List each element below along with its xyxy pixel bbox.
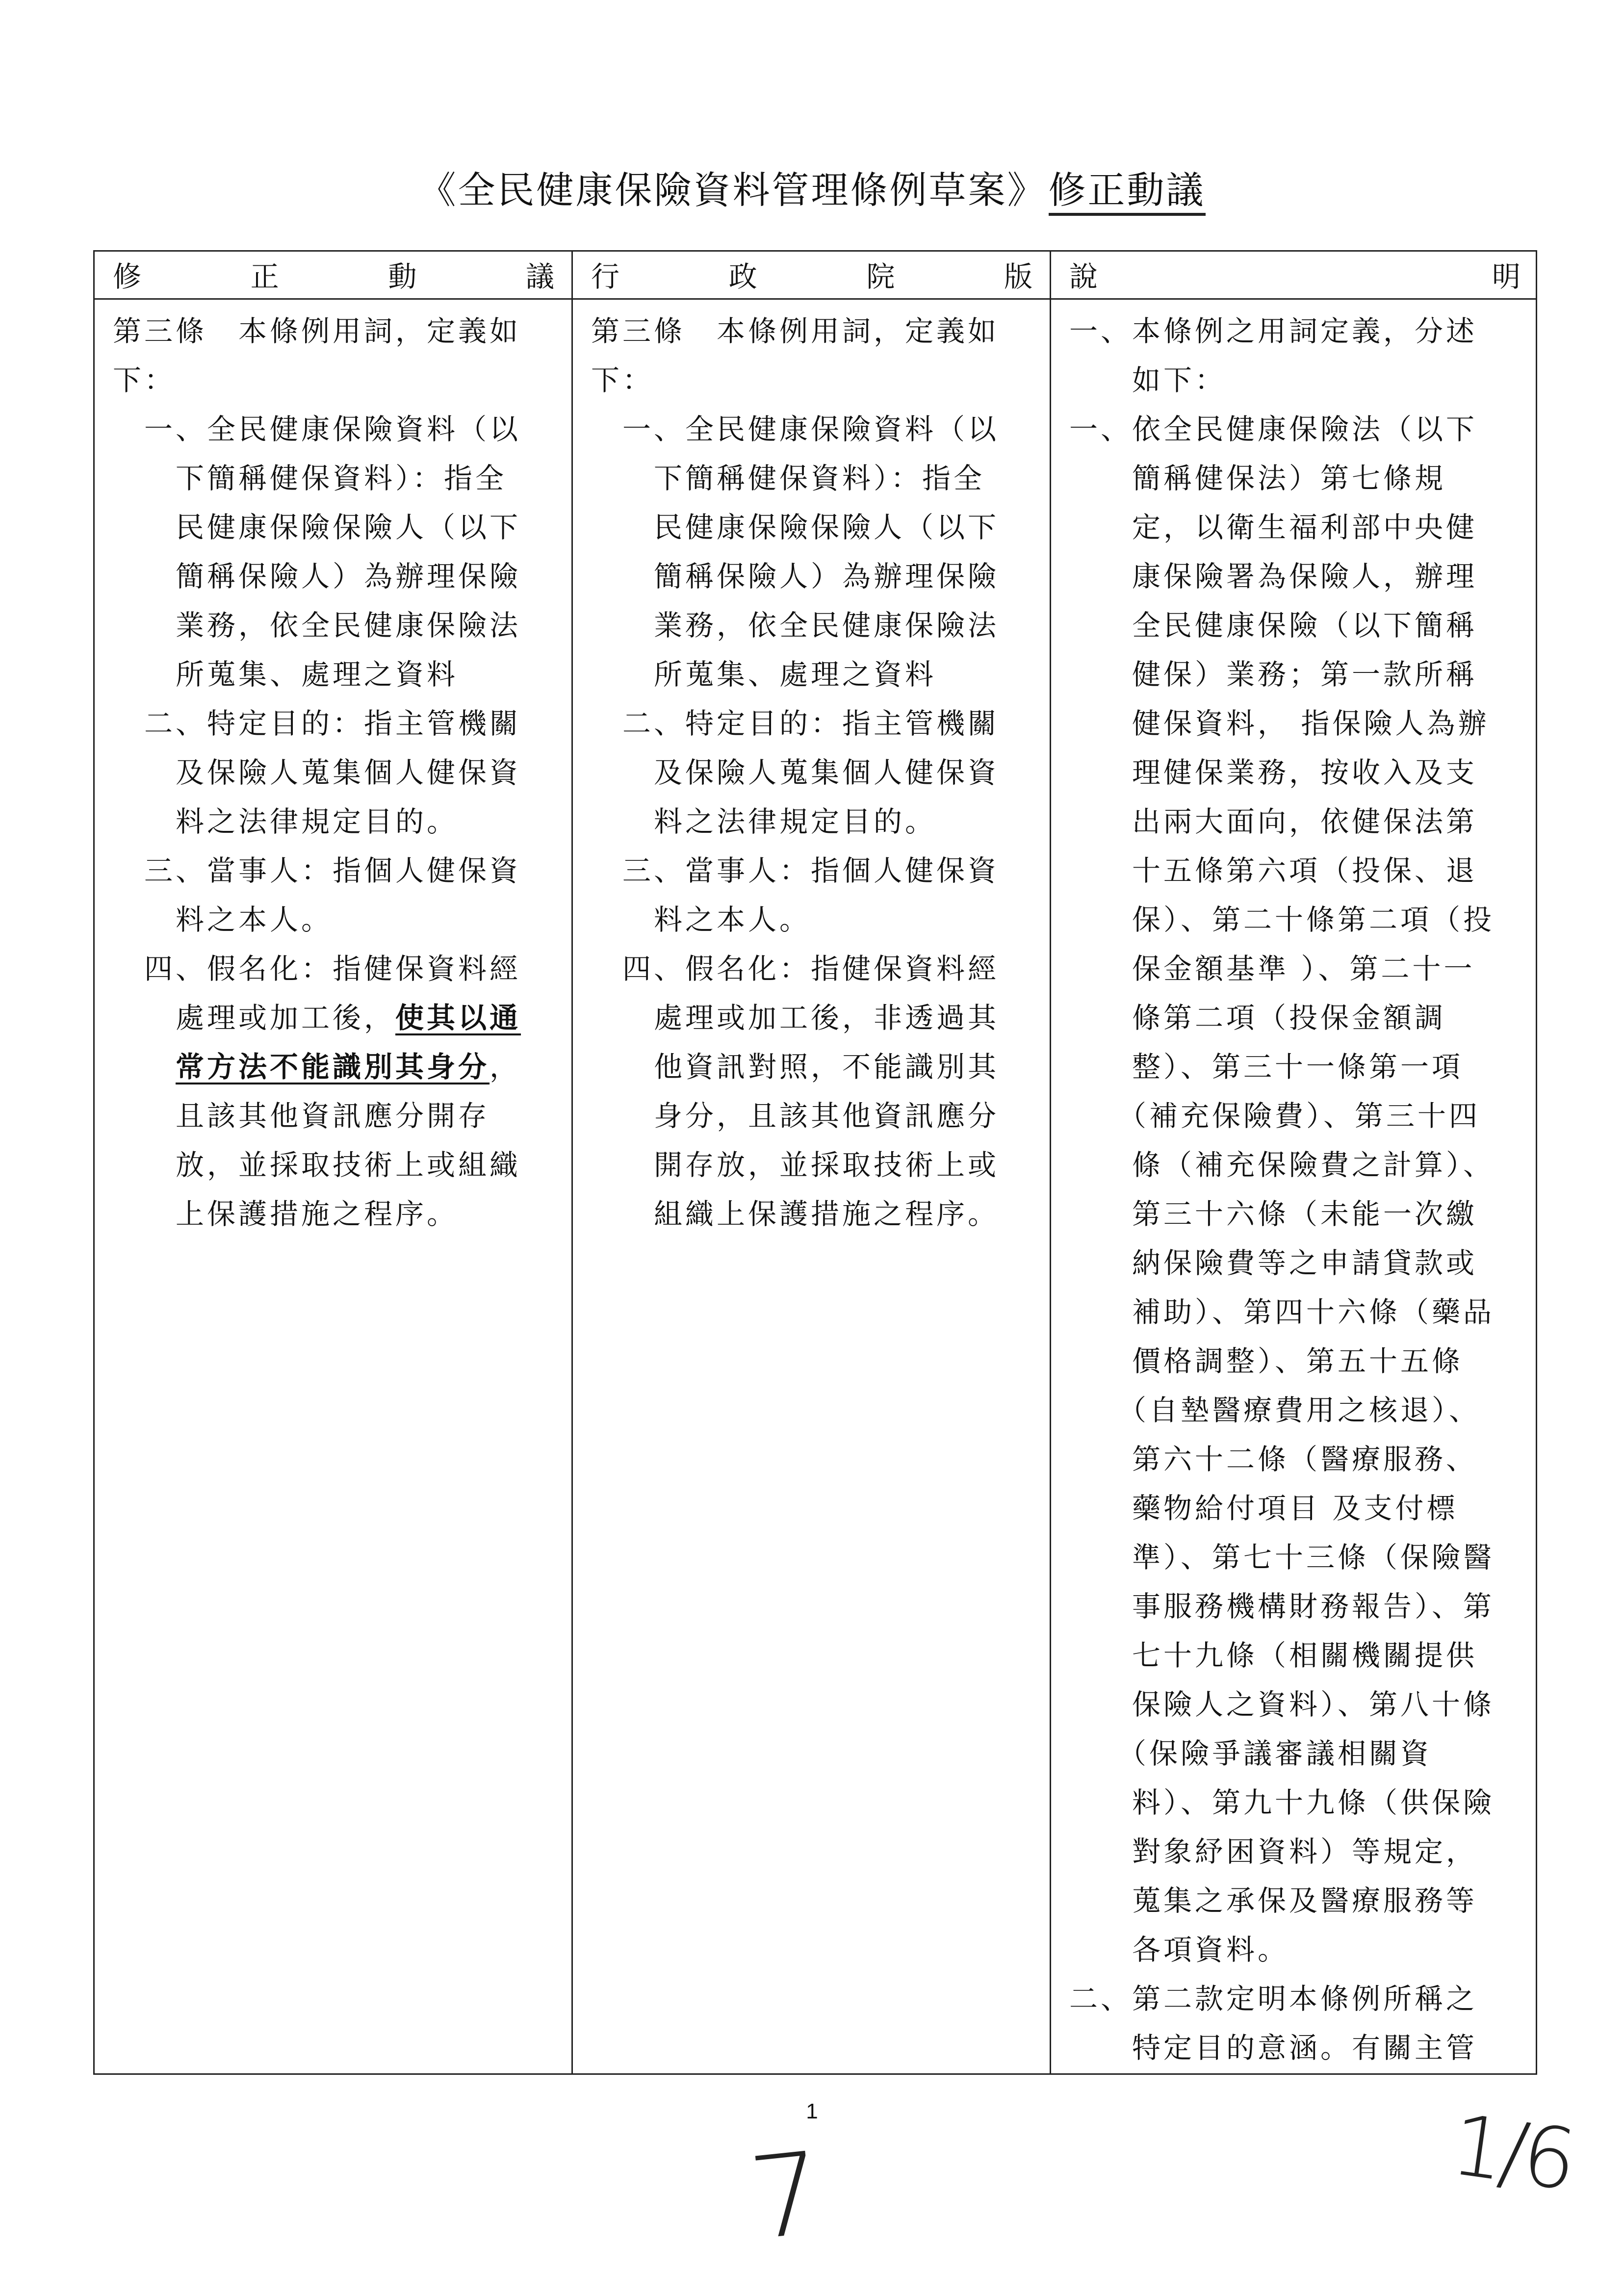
text-line: 理健保業務，按收入及支 [1069, 756, 1478, 789]
header-char: 明 [1492, 260, 1521, 293]
handwritten-mark: 7 [744, 2128, 829, 2266]
text-line: 第六十二條（醫療服務、 [1069, 1443, 1478, 1476]
text-segment: ， [490, 1050, 521, 1084]
header-divider [93, 298, 1537, 300]
header-char: 說 [1069, 260, 1098, 293]
comparison-table [93, 250, 1537, 2075]
text-line: 業務，依全民健康保險法 [591, 609, 1000, 642]
text-line [113, 699, 564, 748]
text-segment: 民健康保險保險人（以下 [113, 511, 521, 544]
text-segment: 下： [113, 363, 176, 397]
text-line: 第三十六條（未能一次繳 [1069, 1197, 1478, 1231]
text-segment: 簡稱保險人）為辦理保險 [113, 560, 521, 593]
text-line: 整）、第三十一條第一項 [1069, 1050, 1464, 1084]
text-line: 下簡稱健保資料）：指全 [591, 462, 985, 495]
text-line: 一、全民健康保險資料（以 [591, 413, 1000, 446]
text-line: 蒐集之承保及醫療服務等 [1069, 1884, 1478, 1917]
header-char: 行 [591, 260, 620, 293]
header-explanation [1069, 259, 1521, 294]
text-line: 價格調整）、第五十五條 [1069, 1344, 1464, 1378]
text-line [113, 993, 564, 1042]
text-line: 健保資料， 指保險人為辦 [1069, 707, 1490, 740]
text-segment: 且該其他資訊應分開存 [113, 1099, 490, 1133]
table-bottom-border [93, 2073, 1537, 2075]
header-motion [113, 259, 554, 294]
table-right-border [1536, 250, 1537, 2075]
column-divider-2 [1050, 250, 1051, 2075]
text-line: 健保）業務；第一款所稱 [1069, 658, 1478, 691]
text-segment [113, 1050, 176, 1084]
header-char: 議 [525, 260, 554, 293]
text-line: 各項資料。 [1069, 1933, 1289, 1966]
text-segment: 下簡稱健保資料）：指全 [113, 462, 507, 495]
text-line [113, 895, 564, 944]
text-line [113, 944, 564, 993]
text-line: 處理或加工後，非透過其 [591, 1001, 1000, 1034]
text-line: 所蒐集、處理之資料 [591, 658, 937, 691]
text-line [113, 454, 564, 503]
text-segment: 業務，依全民健康保險法 [113, 609, 521, 642]
text-line: 準）、第七十三條（保險醫 [1069, 1541, 1495, 1574]
text-line: 簡稱保險人）為辦理保險 [591, 560, 1000, 593]
text-line: 七十九條（相關機關提供 [1069, 1639, 1478, 1672]
text-line: 一、本條例之用詞定義，分述 [1069, 314, 1478, 348]
text-segment: 處理或加工後， [113, 1001, 396, 1034]
text-line: 保）、第二十條第二項（投 [1069, 903, 1495, 936]
motion-column [113, 307, 564, 1238]
text-line: 康保險署為保險人，辦理 [1069, 560, 1478, 593]
text-segment: 料之本人。 [113, 903, 333, 936]
header-char: 政 [728, 260, 757, 293]
text-line: 二、特定目的：指主管機關 [591, 707, 1000, 740]
text-segment: 所蒐集、處理之資料 [113, 658, 459, 691]
text-segment: 及保險人蒐集個人健保資 [113, 756, 521, 789]
text-line: 補助）、第四十六條（藥品 [1069, 1295, 1495, 1329]
text-line: 出兩大面向，依健保法第 [1069, 805, 1478, 838]
text-line: 料）、第九十九條（供保險 [1069, 1786, 1495, 1819]
column-divider-1 [571, 250, 573, 2075]
header-char: 動 [388, 260, 417, 293]
text-line: 料之法律規定目的。 [591, 805, 937, 838]
text-segment: 料之法律規定目的。 [113, 805, 459, 838]
text-line: 第三條 本條例用詞，定義如 [591, 314, 1000, 348]
text-line: 身分，且該其他資訊應分 [591, 1099, 1000, 1133]
amended-text: 常方法不能識別其身分 [176, 1050, 490, 1084]
text-line: 藥物給付項目 及支付標 [1069, 1492, 1458, 1525]
text-segment: 三、當事人：指個人健保資 [113, 854, 521, 887]
title-motion: 修正動議 [1049, 172, 1206, 216]
text-line [113, 846, 564, 895]
text-segment: 上保護措施之程序。 [113, 1197, 459, 1231]
text-line: 保險人之資料）、第八十條 [1069, 1688, 1495, 1721]
text-line: 特定目的意涵。有關主管 [1069, 2031, 1478, 2064]
text-line: 納保險費等之申請貸款或 [1069, 1246, 1478, 1280]
text-line: 開存放，並採取技術上或 [591, 1148, 1000, 1182]
table-left-border [93, 250, 95, 2075]
text-segment: 第三條 本條例用詞，定義如 [113, 314, 521, 348]
text-line: 條第二項（投保金額調 [1069, 1001, 1446, 1034]
handwritten-fraction: 1/6 [1445, 2096, 1578, 2209]
text-line [113, 405, 564, 454]
text-line: 料之本人。 [591, 903, 811, 936]
header-char: 院 [866, 260, 895, 293]
text-line: 一、依全民健康保險法（以下 [1069, 413, 1478, 446]
table-top-border [93, 250, 1537, 252]
text-line: 他資訊對照，不能識別其 [591, 1050, 1000, 1084]
text-line [113, 1091, 564, 1140]
document-title [0, 168, 1624, 216]
text-line [113, 552, 564, 601]
header-char: 修 [113, 260, 142, 293]
text-line: 民健康保險保險人（以下 [591, 511, 1000, 544]
text-line: （保險爭議審議相關資 [1069, 1737, 1432, 1770]
text-line: 下： [591, 363, 654, 397]
text-line: 四、假名化：指健保資料經 [591, 952, 1000, 985]
header-char: 正 [250, 260, 279, 293]
text-line: 二、第二款定明本條例所稱之 [1069, 1982, 1478, 2015]
text-line: 十五條第六項（投保、退 [1069, 854, 1478, 887]
text-line [113, 1140, 564, 1189]
text-line: 簡稱健保法）第七條規 [1069, 462, 1446, 495]
text-line [113, 356, 564, 405]
text-line: 事服務機構財務報告）、第 [1069, 1590, 1495, 1623]
text-line: 定，以衛生福利部中央健 [1069, 511, 1478, 544]
text-line: 及保險人蒐集個人健保資 [591, 756, 1000, 789]
text-line: （自墊醫療費用之核退）、 [1069, 1393, 1481, 1427]
text-line [113, 503, 564, 552]
header-executive-version [591, 259, 1032, 294]
header-char: 版 [1004, 260, 1032, 293]
text-line [113, 748, 564, 797]
text-segment: 一、全民健康保險資料（以 [113, 413, 521, 446]
text-line: 如下： [1069, 363, 1227, 397]
executive-column [591, 307, 1042, 1238]
text-line: （補充保險費）、第三十四 [1069, 1099, 1481, 1133]
text-line: 組織上保護措施之程序。 [591, 1197, 1000, 1231]
text-line: 三、當事人：指個人健保資 [591, 854, 1000, 887]
text-line [113, 1189, 564, 1238]
page-number: 1 [806, 2099, 818, 2123]
text-line: 保金額基準 ）、第二十一 [1069, 952, 1475, 985]
text-line: 條（補充保險費之計算）、 [1069, 1148, 1495, 1182]
text-line: 對象紓困資料）等規定， [1069, 1835, 1478, 1868]
text-segment: 四、假名化：指健保資料經 [113, 952, 521, 985]
title-main: 《全民健康保險資料管理條例草案》 [418, 168, 1047, 212]
text-segment: 放，並採取技術上或組織 [113, 1148, 521, 1182]
text-line [113, 1042, 564, 1091]
text-line: 全民健康保險（以下簡稱 [1069, 609, 1478, 642]
text-line [113, 307, 564, 356]
text-line [113, 650, 564, 699]
explanation-column [1069, 307, 1530, 2072]
text-line [113, 797, 564, 846]
text-line [113, 601, 564, 650]
text-segment: 二、特定目的：指主管機關 [113, 707, 521, 740]
amended-text: 使其以通 [395, 1001, 521, 1034]
